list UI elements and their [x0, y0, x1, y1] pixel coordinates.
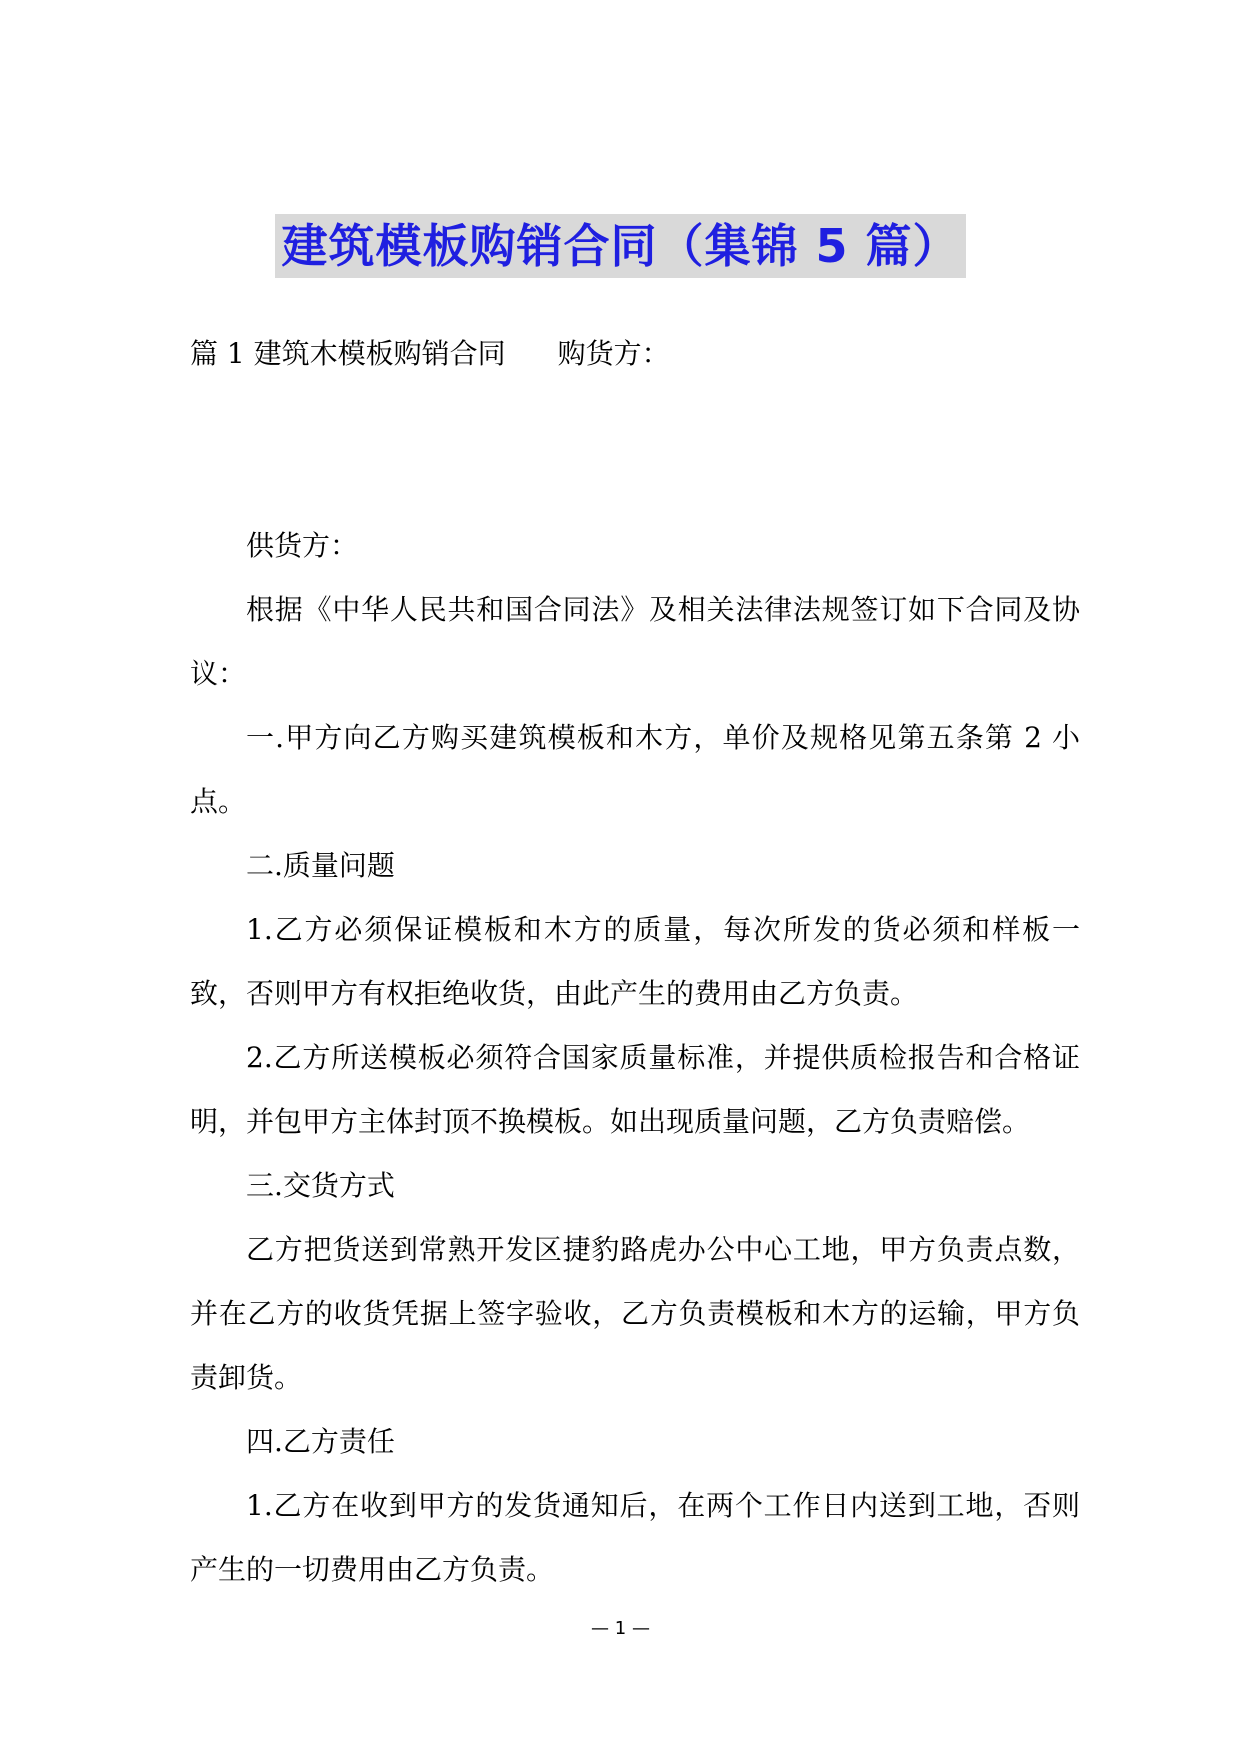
- title-container: [0, 214, 1241, 278]
- section-label: 篇 1: [190, 337, 245, 370]
- document-title: 建筑模板购销合同（集锦 5 篇）: [275, 214, 965, 278]
- paragraph-supplier-duty-1: 1.乙方在收到甲方的发货通知后，在两个工作日内送到工地，否则产生的一切费用由乙方负责。: [190, 1489, 1080, 1586]
- page-number: — 1 —: [591, 1618, 650, 1639]
- buyer-label: 购货方：: [557, 337, 670, 370]
- paragraph-quality-2: 2.乙方所送模板必须符合国家质量标准，并提供质检报告和合格证明，并包甲方主体封顶不换模板。如出现质量问题，乙方负责赔偿。: [190, 1041, 1080, 1138]
- paragraph-quality-1: 1.乙方必须保证模板和木方的质量，每次所发的货必须和样板一致，否则甲方有权拒绝收货，由此产生的费用由乙方负责。: [190, 913, 1080, 1010]
- heading-delivery: 三.交货方式: [246, 1169, 395, 1202]
- supplier-line: 供货方：: [246, 529, 359, 562]
- section-heading: [190, 322, 1080, 386]
- section-title: 建筑木模板购销合同: [253, 337, 506, 370]
- heading-quality: 二.质量问题: [246, 849, 395, 882]
- heading-supplier-duty: 四.乙方责任: [246, 1425, 395, 1458]
- paragraph-delivery: 乙方把货送到常熟开发区捷豹路虎办公中心工地，甲方负责点数，并在乙方的收货凭据上签字验收，乙方负责模板和木方的运输，甲方负责卸货。: [190, 1233, 1080, 1394]
- blank-space: [190, 386, 1080, 514]
- document-body: [190, 322, 1080, 1602]
- paragraph-preamble: 根据《中华人民共和国合同法》及相关法律法规签订如下合同及协议：: [190, 593, 1080, 690]
- paragraph-article-1: 一.甲方向乙方购买建筑模板和木方，单价及规格见第五条第 2 小点。: [190, 721, 1080, 818]
